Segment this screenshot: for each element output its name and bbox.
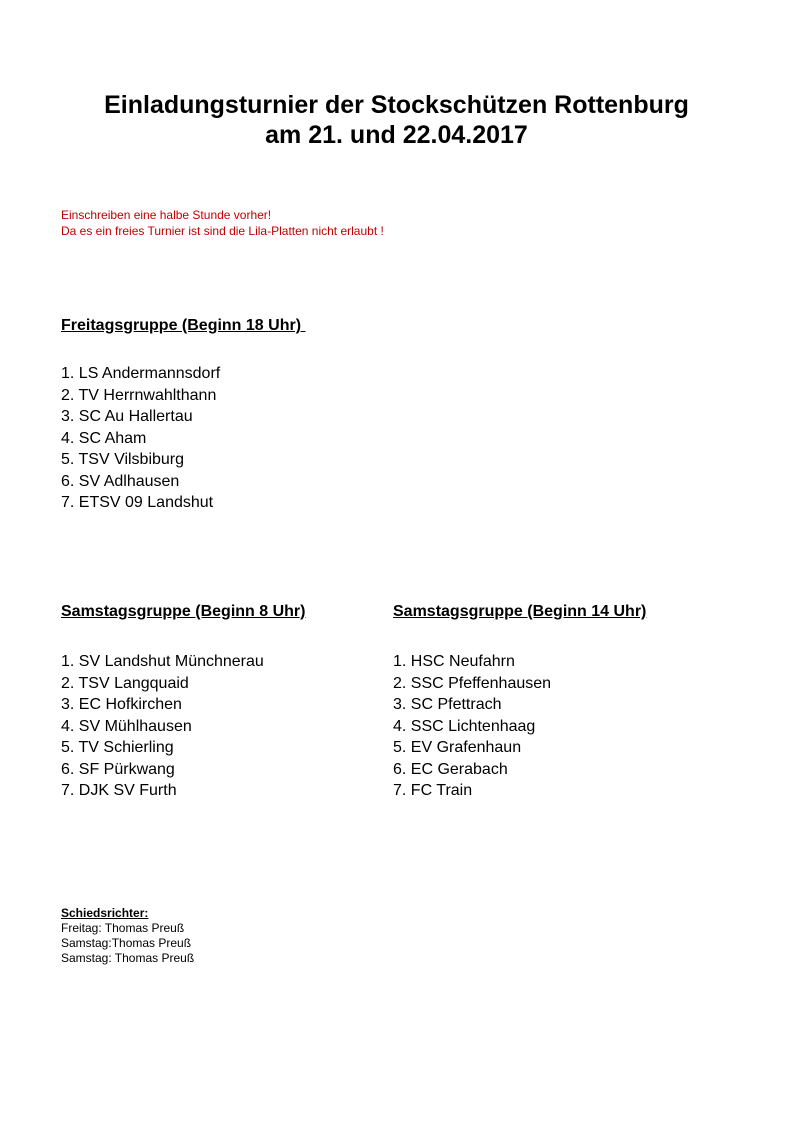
page-title: Einladungsturnier der Stockschützen Rottenburg [104,91,689,119]
referee-entry: Samstag: Thomas Preuß [61,951,195,965]
list-item: 4. SC Aham [61,429,147,447]
friday-team-list [61,363,220,514]
list-item: 6. EC Gerabach [393,760,508,778]
page-subtitle-date: am 21. und 22.04.2017 [265,121,528,149]
notice-registration: Einschreiben eine halbe Stunde vorher! [61,208,272,222]
list-item: 1. SV Landshut Münchnerau [61,653,264,670]
list-item: 3. SC Pfettrach [393,696,502,713]
list-item: 1. HSC Neufahrn [393,653,515,670]
list-item: 6. SV Adlhausen [61,472,180,490]
list-item: 3. EC Hofkirchen [61,696,182,713]
list-item: 7. DJK SV Furth [61,782,177,799]
friday-group-heading: Freitagsgruppe (Beginn 18 Uhr) [61,317,306,334]
saturday-morning-team-list [61,651,264,802]
saturday-afternoon-team-list [393,651,551,802]
list-item: 4. SSC Lichtenhaag [393,717,536,735]
list-item: 5. EV Grafenhaun [393,739,522,756]
list-item: 2. TSV Langquaid [61,674,189,692]
list-item: 1. LS Andermannsdorf [61,365,221,382]
saturday-afternoon-group-heading: Samstagsgruppe (Beginn 14 Uhr) [393,603,647,620]
referee-entry: Samstag:Thomas Preuß [61,936,192,950]
list-item: 7. ETSV 09 Landshut [61,494,214,511]
list-item: 3. SC Au Hallertau [61,408,193,425]
notice-plates-rule: Da es ein freies Turnier ist sind die Lila-Platten nicht erlaubt ! [61,224,384,238]
referee-heading: Schiedsrichter: [61,906,149,920]
list-item: 5. TV Schierling [61,739,174,756]
saturday-morning-group-heading: Samstagsgruppe (Beginn 8 Uhr) [61,603,306,620]
list-item: 6. SF Pürkwang [61,760,175,778]
list-item: 5. TSV Vilsbiburg [61,451,185,468]
list-item: 2. TV Herrnwahlthann [61,386,217,404]
referee-entry: Freitag: Thomas Preuß [61,921,185,935]
list-item: 7. FC Train [393,782,473,799]
referee-list [61,921,194,966]
list-item: 4. SV Mühlhausen [61,717,192,735]
list-item: 2. SSC Pfeffenhausen [393,674,552,692]
